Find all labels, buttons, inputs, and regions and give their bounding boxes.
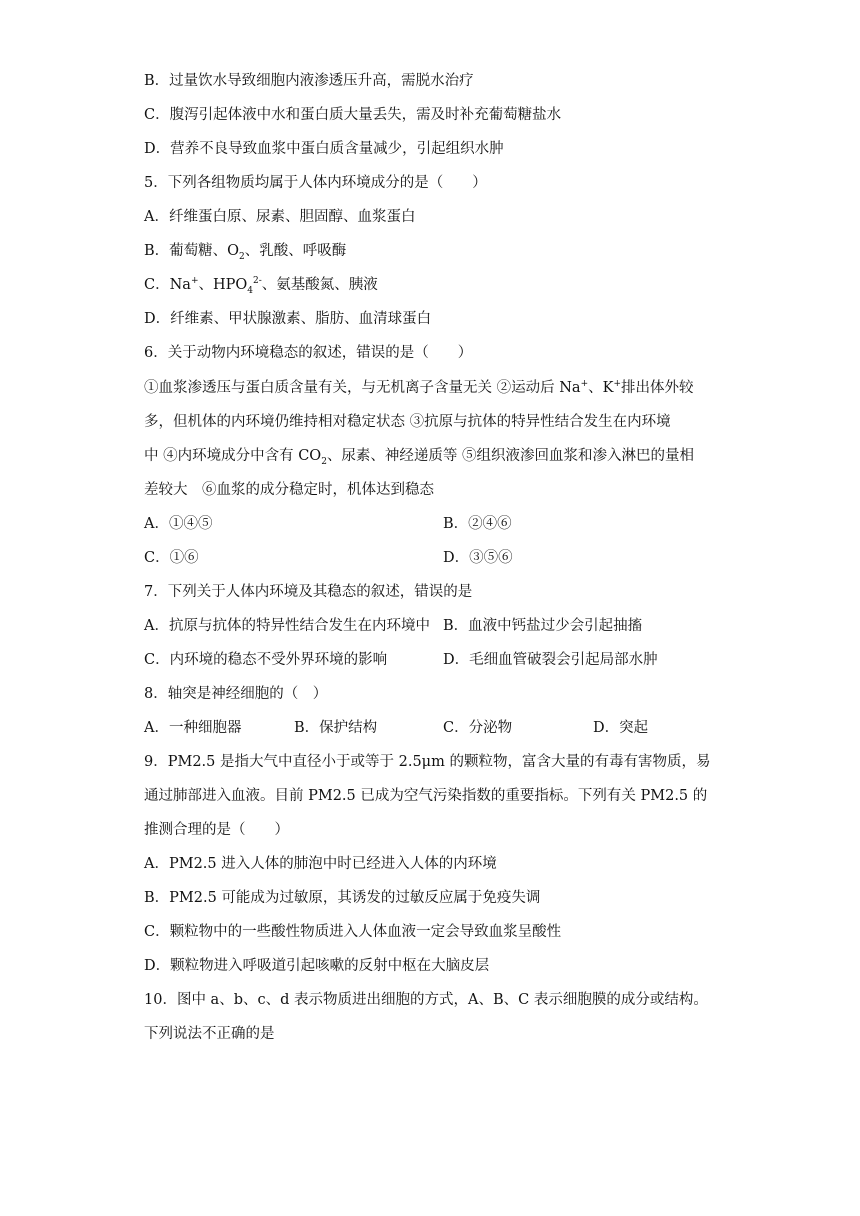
q4-option-d: D．营养不良导致血浆中蛋白质含量减少，引起组织水肿 [144, 141, 504, 157]
q6-option-a: A．①④⑤ [144, 516, 213, 532]
q4-option-b: B．过量饮水导致细胞内液渗透压升高，需脱水治疗 [144, 73, 474, 89]
q10-stem-line: 下列说法不正确的是 [144, 1026, 275, 1042]
q4-option-c: C．腹泻引起体液中水和蛋白质大量丢失，需及时补充葡萄糖盐水 [144, 107, 562, 123]
q7-option-c: C．内环境的稳态不受外界环境的影响 [144, 652, 388, 668]
superscript: + [613, 379, 621, 390]
text: B．葡萄糖、O [144, 243, 240, 259]
text: 、乳酸、呼吸酶 [244, 243, 347, 259]
q6-options-row [144, 514, 212, 534]
q7-option-d: D．毛细血管破裂会引起局部水肿 [443, 652, 658, 668]
q8-option-c: C．分泌物 [443, 720, 513, 736]
q9-option-a: A．PM2.5 进入人体的肺泡中时已经进入人体的内环境 [144, 856, 497, 872]
q5-stem: 5．下列各组物质均属于人体内环境成分的是（ ） [144, 175, 487, 191]
q9-option-c: C．颗粒物中的一些酸性物质进入人体血液一定会导致血浆呈酸性 [144, 924, 562, 940]
subscript: 4 [247, 285, 254, 296]
q6-statement-line [144, 446, 694, 466]
q7-option-b: B．血液中钙盐过少会引起抽搐 [443, 618, 643, 634]
q8-option-a: A．一种细胞器 [144, 720, 242, 736]
text: 、K [588, 380, 614, 396]
q6-stem: 6．关于动物内环境稳态的叙述，错误的是（ ） [144, 345, 473, 361]
q9-stem-line: 9．PM2.5 是指大气中直径小于或等于 2.5μm 的颗粒物，富含大量的有毒有害物质，易 [144, 754, 711, 770]
text: 中 ④内环境成分中含有 CO [144, 448, 322, 464]
q9-stem-line: 通过肺部进入血液。目前 PM2.5 已成为空气污染指数的重要指标。下列有关 PM2.5 的 [144, 788, 708, 804]
q5-option-b [144, 241, 346, 261]
q6-statement-line: 差较大 ⑥血浆的成分稳定时，机体达到稳态 [144, 482, 434, 498]
q8-stem: 8．轴突是神经细胞的（ ） [144, 686, 328, 702]
superscript: 2- [253, 276, 262, 287]
q9-option-b: B．PM2.5 可能成为过敏原，其诱发的过敏反应属于免疫失调 [144, 890, 541, 906]
q8-option-b: B．保护结构 [294, 720, 378, 736]
text: 、氨基酸氮、胰液 [261, 277, 378, 293]
q6-option-c: C．①⑥ [144, 550, 199, 566]
q9-option-d: D．颗粒物进入呼吸道引起咳嗽的反射中枢在大脑皮层 [144, 958, 490, 974]
text: 、HPO [198, 277, 248, 293]
q5-option-a: A．纤维蛋白原、尿素、胆固醇、血浆蛋白 [144, 209, 416, 225]
q9-stem-line: 推测合理的是（ ） [144, 822, 289, 838]
q7-option-a: A．抗原与抗体的特异性结合发生在内环境中 [144, 618, 430, 634]
superscript: + [580, 379, 589, 390]
q5-option-d: D．纤维素、甲状腺激素、脂肪、血清球蛋白 [144, 311, 432, 327]
q5-option-c [144, 275, 378, 295]
q6-statement-line [144, 378, 694, 398]
q8-option-d: D．突起 [593, 720, 649, 736]
subscript: 2 [321, 456, 327, 467]
q6-statement-line: 多，但机体的内环境仍维持相对稳定状态 ③抗原与抗体的特异性结合发生在内环境 [144, 414, 671, 430]
text: C．Na [144, 277, 191, 293]
text: ①血浆渗透压与蛋白质含量有关，与无机离子含量无关 ②运动后 Na [144, 380, 581, 396]
superscript: + [190, 276, 199, 287]
q6-option-d: D．③⑤⑥ [443, 550, 513, 566]
q10-stem-line: 10．图中 a、b、c、d 表示物质进出细胞的方式，A、B、C 表示细胞膜的成分或结构。 [144, 992, 708, 1008]
subscript: 2 [239, 251, 245, 262]
q6-option-b: B．②④⑥ [443, 516, 512, 532]
text: 、尿素、神经递质等 ⑤组织液渗回血浆和渗入淋巴的量相 [326, 448, 695, 464]
text: 排出体外较 [621, 380, 694, 396]
q7-stem: 7．下列关于人体内环境及其稳态的叙述，错误的是 [144, 584, 473, 600]
